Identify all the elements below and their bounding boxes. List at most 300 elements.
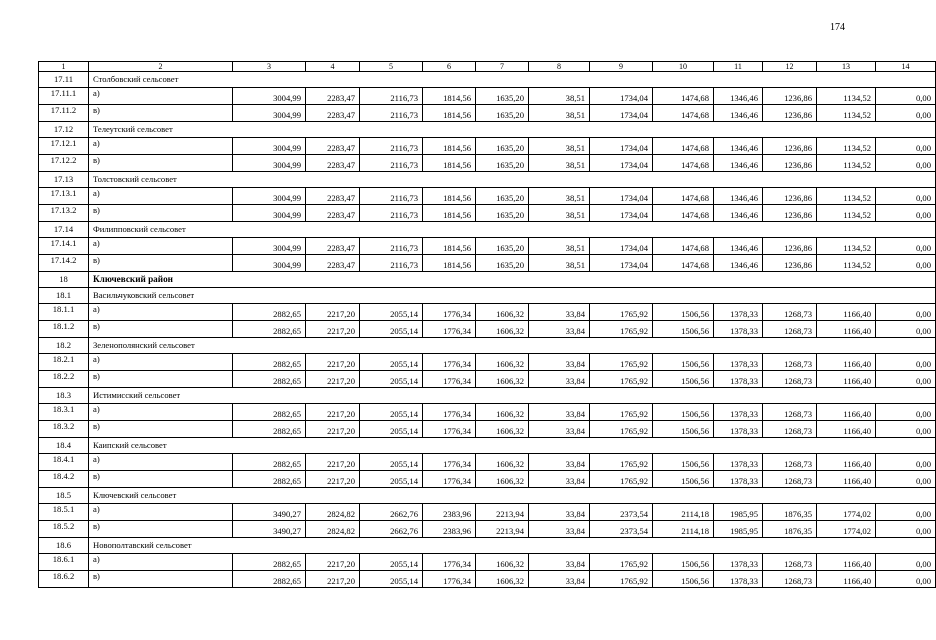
- value-cell: 1506,56: [653, 454, 714, 471]
- section-name: Истимисский сельсовет: [89, 388, 936, 404]
- value-cell: 1268,73: [763, 354, 817, 371]
- value-cell: 2662,76: [360, 504, 423, 521]
- value-cell: 1378,33: [714, 421, 763, 438]
- value-cell: 1635,20: [476, 88, 529, 105]
- value-cell: 2055,14: [360, 354, 423, 371]
- value-cell: 1474,68: [653, 138, 714, 155]
- section-row: [39, 122, 936, 138]
- value-cell: 1474,68: [653, 255, 714, 272]
- row-label: в): [89, 521, 233, 538]
- row-number: 18.6.2: [39, 571, 89, 588]
- value-cell: 1635,20: [476, 205, 529, 222]
- value-cell: 2283,47: [306, 88, 360, 105]
- value-cell: 0,00: [876, 155, 936, 172]
- value-cell: 33,84: [529, 421, 590, 438]
- row-number: 18.4.2: [39, 471, 89, 488]
- row-label: в): [89, 371, 233, 388]
- value-cell: 0,00: [876, 255, 936, 272]
- row-number: 17.13: [39, 172, 89, 188]
- value-cell: 2116,73: [360, 188, 423, 205]
- row-number: 18.3.1: [39, 404, 89, 421]
- value-cell: 38,51: [529, 155, 590, 172]
- value-cell: 2283,47: [306, 155, 360, 172]
- value-cell: 1776,34: [423, 404, 476, 421]
- value-cell: 1776,34: [423, 321, 476, 338]
- value-cell: 2114,18: [653, 504, 714, 521]
- value-cell: 1134,52: [817, 205, 876, 222]
- value-cell: 2283,47: [306, 238, 360, 255]
- value-cell: 0,00: [876, 321, 936, 338]
- value-cell: 1134,52: [817, 188, 876, 205]
- value-cell: 1474,68: [653, 155, 714, 172]
- value-cell: 2055,14: [360, 454, 423, 471]
- value-cell: 1734,04: [590, 238, 653, 255]
- row-label: в): [89, 105, 233, 122]
- row-label: а): [89, 188, 233, 205]
- section-row: [39, 388, 936, 404]
- value-cell: 0,00: [876, 371, 936, 388]
- table-row: [39, 138, 936, 155]
- value-cell: 2116,73: [360, 205, 423, 222]
- value-cell: 1236,86: [763, 88, 817, 105]
- value-cell: 33,84: [529, 571, 590, 588]
- value-cell: 1734,04: [590, 105, 653, 122]
- value-cell: 0,00: [876, 238, 936, 255]
- table-row: [39, 471, 936, 488]
- value-cell: 1506,56: [653, 354, 714, 371]
- value-cell: 1814,56: [423, 238, 476, 255]
- value-cell: 1134,52: [817, 105, 876, 122]
- value-cell: 2283,47: [306, 255, 360, 272]
- value-cell: 2116,73: [360, 88, 423, 105]
- value-cell: 3004,99: [233, 255, 306, 272]
- value-cell: 2055,14: [360, 404, 423, 421]
- row-label: а): [89, 404, 233, 421]
- value-cell: 2217,20: [306, 471, 360, 488]
- value-cell: 2217,20: [306, 371, 360, 388]
- row-number: 17.11: [39, 72, 89, 88]
- value-cell: 1765,92: [590, 554, 653, 571]
- value-cell: 38,51: [529, 138, 590, 155]
- column-header: 7: [476, 62, 529, 72]
- value-cell: 1776,34: [423, 421, 476, 438]
- value-cell: 2055,14: [360, 571, 423, 588]
- value-cell: 0,00: [876, 138, 936, 155]
- row-number: 17.14.2: [39, 255, 89, 272]
- value-cell: 1734,04: [590, 88, 653, 105]
- value-cell: 1378,33: [714, 321, 763, 338]
- value-cell: 3004,99: [233, 155, 306, 172]
- table-row: [39, 454, 936, 471]
- row-number: 17.13.2: [39, 205, 89, 222]
- value-cell: 1734,04: [590, 155, 653, 172]
- value-cell: 1606,32: [476, 421, 529, 438]
- value-cell: 0,00: [876, 404, 936, 421]
- table-body: [39, 62, 936, 588]
- value-cell: 3490,27: [233, 521, 306, 538]
- section-row: [39, 222, 936, 238]
- section-row: [39, 538, 936, 554]
- value-cell: 1166,40: [817, 471, 876, 488]
- value-cell: 1765,92: [590, 421, 653, 438]
- value-cell: 1166,40: [817, 421, 876, 438]
- value-cell: 1606,32: [476, 371, 529, 388]
- value-cell: 1346,46: [714, 188, 763, 205]
- value-cell: 0,00: [876, 304, 936, 321]
- table-row: [39, 205, 936, 222]
- table-row: [39, 88, 936, 105]
- row-label: а): [89, 304, 233, 321]
- value-cell: 2283,47: [306, 205, 360, 222]
- tariff-table: [38, 61, 936, 588]
- value-cell: 2882,65: [233, 404, 306, 421]
- value-cell: 1734,04: [590, 205, 653, 222]
- section-name: Каипский сельсовет: [89, 438, 936, 454]
- page-number: 174: [830, 22, 845, 33]
- row-label: а): [89, 88, 233, 105]
- value-cell: 2055,14: [360, 304, 423, 321]
- row-number: 18.5: [39, 488, 89, 504]
- value-cell: 1134,52: [817, 255, 876, 272]
- value-cell: 2217,20: [306, 404, 360, 421]
- table-row: [39, 321, 936, 338]
- table-row: [39, 188, 936, 205]
- value-cell: 38,51: [529, 105, 590, 122]
- value-cell: 33,84: [529, 304, 590, 321]
- value-cell: 1378,33: [714, 554, 763, 571]
- value-cell: 0,00: [876, 521, 936, 538]
- column-header: 11: [714, 62, 763, 72]
- value-cell: 2373,54: [590, 504, 653, 521]
- table-row: [39, 504, 936, 521]
- row-number: 17.11.1: [39, 88, 89, 105]
- value-cell: 1346,46: [714, 205, 763, 222]
- value-cell: 1506,56: [653, 404, 714, 421]
- value-cell: 33,84: [529, 321, 590, 338]
- value-cell: 1774,02: [817, 504, 876, 521]
- row-label: а): [89, 554, 233, 571]
- value-cell: 1635,20: [476, 188, 529, 205]
- section-row: [39, 338, 936, 354]
- value-cell: 1134,52: [817, 155, 876, 172]
- value-cell: 2882,65: [233, 471, 306, 488]
- row-number: 18.4: [39, 438, 89, 454]
- table-row: [39, 105, 936, 122]
- value-cell: 33,84: [529, 354, 590, 371]
- section-row: [39, 288, 936, 304]
- row-label: а): [89, 504, 233, 521]
- value-cell: 1876,35: [763, 504, 817, 521]
- value-cell: 1268,73: [763, 454, 817, 471]
- value-cell: 1635,20: [476, 255, 529, 272]
- value-cell: 1765,92: [590, 571, 653, 588]
- value-cell: 1166,40: [817, 404, 876, 421]
- value-cell: 1236,86: [763, 155, 817, 172]
- value-cell: 2217,20: [306, 321, 360, 338]
- value-cell: 0,00: [876, 504, 936, 521]
- value-cell: 2373,54: [590, 521, 653, 538]
- value-cell: 1346,46: [714, 88, 763, 105]
- row-number: 18.4.1: [39, 454, 89, 471]
- row-number: 17.12: [39, 122, 89, 138]
- row-label: а): [89, 138, 233, 155]
- column-header: 6: [423, 62, 476, 72]
- value-cell: 2217,20: [306, 354, 360, 371]
- value-cell: 3004,99: [233, 105, 306, 122]
- header-row: [39, 62, 936, 72]
- value-cell: 38,51: [529, 238, 590, 255]
- column-header: 3: [233, 62, 306, 72]
- row-number: 17.14.1: [39, 238, 89, 255]
- section-name: Толстовский сельсовет: [89, 172, 936, 188]
- row-number: 18.2.2: [39, 371, 89, 388]
- value-cell: 2217,20: [306, 571, 360, 588]
- value-cell: 1134,52: [817, 238, 876, 255]
- value-cell: 2283,47: [306, 138, 360, 155]
- value-cell: 2114,18: [653, 521, 714, 538]
- table-row: [39, 404, 936, 421]
- value-cell: 0,00: [876, 421, 936, 438]
- value-cell: 1346,46: [714, 255, 763, 272]
- value-cell: 1474,68: [653, 88, 714, 105]
- value-cell: 1814,56: [423, 205, 476, 222]
- value-cell: 1606,32: [476, 571, 529, 588]
- value-cell: 3004,99: [233, 205, 306, 222]
- value-cell: 2055,14: [360, 321, 423, 338]
- value-cell: 1134,52: [817, 88, 876, 105]
- section-name: Ключевский сельсовет: [89, 488, 936, 504]
- value-cell: 2882,65: [233, 454, 306, 471]
- value-cell: 1268,73: [763, 321, 817, 338]
- value-cell: 1506,56: [653, 371, 714, 388]
- value-cell: 1776,34: [423, 471, 476, 488]
- table-row: [39, 554, 936, 571]
- district-name: Ключевский район: [89, 272, 936, 288]
- value-cell: 1734,04: [590, 255, 653, 272]
- value-cell: 2217,20: [306, 304, 360, 321]
- row-number: 18.6: [39, 538, 89, 554]
- value-cell: 3490,27: [233, 504, 306, 521]
- value-cell: 2824,82: [306, 504, 360, 521]
- value-cell: 1166,40: [817, 454, 876, 471]
- value-cell: 1606,32: [476, 554, 529, 571]
- value-cell: 1506,56: [653, 471, 714, 488]
- value-cell: 1166,40: [817, 571, 876, 588]
- value-cell: 3004,99: [233, 188, 306, 205]
- value-cell: 2824,82: [306, 521, 360, 538]
- value-cell: 2283,47: [306, 105, 360, 122]
- row-number: 17.11.2: [39, 105, 89, 122]
- value-cell: 33,84: [529, 404, 590, 421]
- value-cell: 0,00: [876, 205, 936, 222]
- value-cell: 38,51: [529, 255, 590, 272]
- value-cell: 2055,14: [360, 371, 423, 388]
- row-number: 18.1.2: [39, 321, 89, 338]
- column-header: 14: [876, 62, 936, 72]
- section-row: [39, 72, 936, 88]
- value-cell: 1346,46: [714, 105, 763, 122]
- value-cell: 1734,04: [590, 188, 653, 205]
- table-row: [39, 238, 936, 255]
- column-header: 12: [763, 62, 817, 72]
- row-number: 18.1: [39, 288, 89, 304]
- value-cell: 2882,65: [233, 554, 306, 571]
- value-cell: 1814,56: [423, 255, 476, 272]
- column-header: 8: [529, 62, 590, 72]
- value-cell: 1346,46: [714, 138, 763, 155]
- value-cell: 2217,20: [306, 454, 360, 471]
- value-cell: 1236,86: [763, 205, 817, 222]
- row-number: 17.12.1: [39, 138, 89, 155]
- row-number: 18.5.2: [39, 521, 89, 538]
- value-cell: 2882,65: [233, 571, 306, 588]
- value-cell: 1474,68: [653, 188, 714, 205]
- table-row: [39, 421, 936, 438]
- value-cell: 1346,46: [714, 238, 763, 255]
- section-name: Зеленополянский сельсовет: [89, 338, 936, 354]
- value-cell: 1236,86: [763, 138, 817, 155]
- value-cell: 1606,32: [476, 354, 529, 371]
- value-cell: 1635,20: [476, 105, 529, 122]
- value-cell: 33,84: [529, 454, 590, 471]
- section-name: Новополтавский сельсовет: [89, 538, 936, 554]
- value-cell: 1268,73: [763, 304, 817, 321]
- value-cell: 1776,34: [423, 304, 476, 321]
- value-cell: 0,00: [876, 554, 936, 571]
- row-number: 18.3: [39, 388, 89, 404]
- value-cell: 1606,32: [476, 304, 529, 321]
- value-cell: 1776,34: [423, 554, 476, 571]
- row-label: в): [89, 421, 233, 438]
- value-cell: 1776,34: [423, 371, 476, 388]
- column-header: 13: [817, 62, 876, 72]
- section-name: Филипповский сельсовет: [89, 222, 936, 238]
- value-cell: 2116,73: [360, 255, 423, 272]
- row-number: 18.2: [39, 338, 89, 354]
- value-cell: 0,00: [876, 105, 936, 122]
- table-row: [39, 354, 936, 371]
- value-cell: 1606,32: [476, 404, 529, 421]
- value-cell: 2383,96: [423, 504, 476, 521]
- value-cell: 2882,65: [233, 371, 306, 388]
- table-row: [39, 304, 936, 321]
- value-cell: 2283,47: [306, 188, 360, 205]
- value-cell: 2882,65: [233, 321, 306, 338]
- value-cell: 33,84: [529, 471, 590, 488]
- value-cell: 1765,92: [590, 371, 653, 388]
- table-row: [39, 155, 936, 172]
- value-cell: 1236,86: [763, 238, 817, 255]
- row-label: в): [89, 155, 233, 172]
- value-cell: 2662,76: [360, 521, 423, 538]
- value-cell: 1268,73: [763, 371, 817, 388]
- value-cell: 1876,35: [763, 521, 817, 538]
- value-cell: 1814,56: [423, 88, 476, 105]
- value-cell: 2213,94: [476, 521, 529, 538]
- value-cell: 38,51: [529, 88, 590, 105]
- value-cell: 1474,68: [653, 105, 714, 122]
- value-cell: 1506,56: [653, 554, 714, 571]
- value-cell: 1985,95: [714, 504, 763, 521]
- value-cell: 2882,65: [233, 304, 306, 321]
- value-cell: 1776,34: [423, 571, 476, 588]
- value-cell: 1236,86: [763, 188, 817, 205]
- value-cell: 2055,14: [360, 554, 423, 571]
- row-number: 18.3.2: [39, 421, 89, 438]
- section-row: [39, 488, 936, 504]
- section-name: Столбовский сельсовет: [89, 72, 936, 88]
- value-cell: 0,00: [876, 571, 936, 588]
- value-cell: 1506,56: [653, 304, 714, 321]
- value-cell: 1635,20: [476, 238, 529, 255]
- value-cell: 1378,33: [714, 471, 763, 488]
- value-cell: 1774,02: [817, 521, 876, 538]
- value-cell: 1378,33: [714, 571, 763, 588]
- value-cell: 1765,92: [590, 321, 653, 338]
- row-label: а): [89, 238, 233, 255]
- row-number: 18.6.1: [39, 554, 89, 571]
- value-cell: 1268,73: [763, 404, 817, 421]
- value-cell: 3004,99: [233, 138, 306, 155]
- row-number: 18: [39, 272, 89, 288]
- value-cell: 3004,99: [233, 88, 306, 105]
- value-cell: 1506,56: [653, 321, 714, 338]
- value-cell: 1346,46: [714, 155, 763, 172]
- value-cell: 2116,73: [360, 238, 423, 255]
- value-cell: 0,00: [876, 454, 936, 471]
- value-cell: 1378,33: [714, 304, 763, 321]
- section-name: Телеутский сельсовет: [89, 122, 936, 138]
- value-cell: 0,00: [876, 188, 936, 205]
- column-header: 4: [306, 62, 360, 72]
- value-cell: 33,84: [529, 521, 590, 538]
- row-label: в): [89, 571, 233, 588]
- column-header: 9: [590, 62, 653, 72]
- value-cell: 1776,34: [423, 454, 476, 471]
- row-number: 17.13.1: [39, 188, 89, 205]
- value-cell: 1268,73: [763, 554, 817, 571]
- value-cell: 3004,99: [233, 238, 306, 255]
- value-cell: 1814,56: [423, 188, 476, 205]
- value-cell: 1765,92: [590, 354, 653, 371]
- value-cell: 1606,32: [476, 321, 529, 338]
- value-cell: 0,00: [876, 354, 936, 371]
- value-cell: 38,51: [529, 205, 590, 222]
- value-cell: 1166,40: [817, 321, 876, 338]
- value-cell: 1378,33: [714, 354, 763, 371]
- value-cell: 2383,96: [423, 521, 476, 538]
- value-cell: 1166,40: [817, 371, 876, 388]
- value-cell: 2116,73: [360, 105, 423, 122]
- value-cell: 2217,20: [306, 554, 360, 571]
- value-cell: 2217,20: [306, 421, 360, 438]
- value-cell: 2055,14: [360, 421, 423, 438]
- value-cell: 1236,86: [763, 105, 817, 122]
- value-cell: 38,51: [529, 188, 590, 205]
- value-cell: 1378,33: [714, 404, 763, 421]
- row-label: в): [89, 255, 233, 272]
- value-cell: 0,00: [876, 471, 936, 488]
- value-cell: 1765,92: [590, 404, 653, 421]
- value-cell: 1765,92: [590, 304, 653, 321]
- row-number: 18.2.1: [39, 354, 89, 371]
- value-cell: 2213,94: [476, 504, 529, 521]
- value-cell: 1506,56: [653, 421, 714, 438]
- value-cell: 0,00: [876, 88, 936, 105]
- row-label: в): [89, 471, 233, 488]
- value-cell: 1606,32: [476, 454, 529, 471]
- value-cell: 1268,73: [763, 471, 817, 488]
